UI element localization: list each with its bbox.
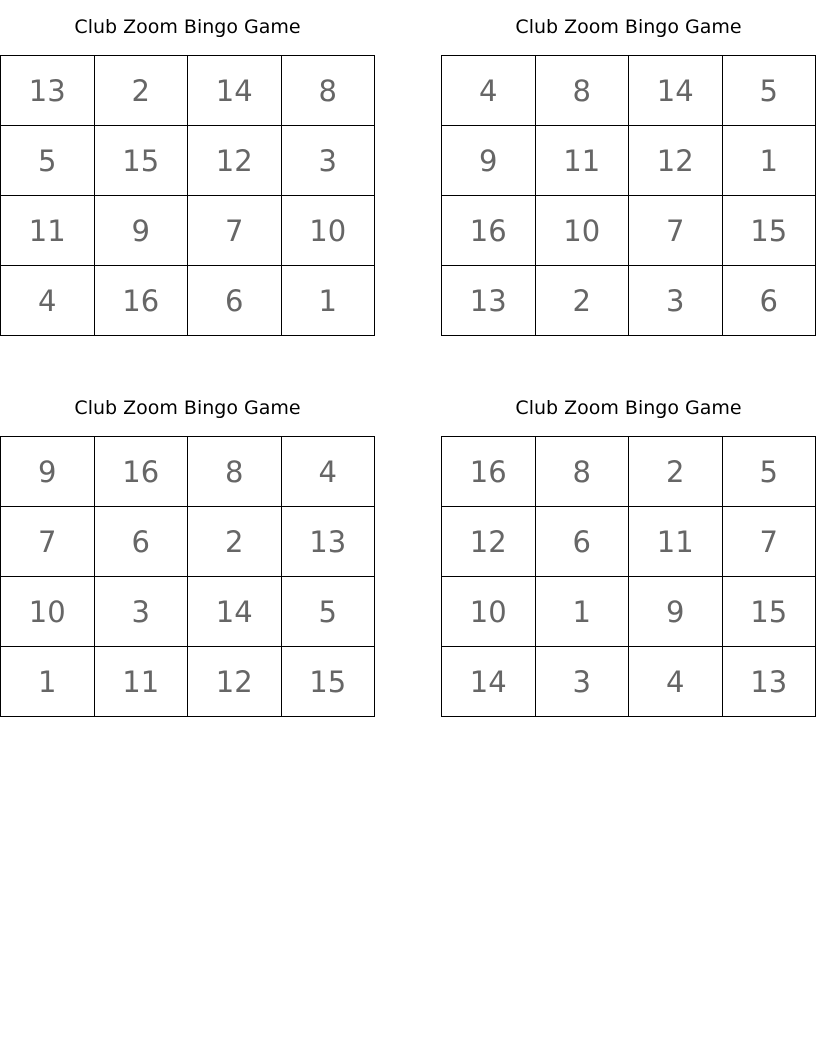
bingo-cell: 11 <box>94 647 188 717</box>
bingo-cell: 10 <box>442 577 536 647</box>
card-title: Club Zoom Bingo Game <box>74 16 301 38</box>
bingo-cell: 15 <box>281 647 375 717</box>
bingo-row <box>442 126 816 196</box>
bingo-cell: 14 <box>188 577 282 647</box>
bingo-cell: 16 <box>94 437 188 507</box>
bingo-cell: 12 <box>188 126 282 196</box>
bingo-cell: 16 <box>94 266 188 336</box>
bingo-cell: 7 <box>629 196 723 266</box>
bingo-cell: 3 <box>629 266 723 336</box>
bingo-cell: 6 <box>722 266 816 336</box>
bingo-row <box>1 56 375 126</box>
bingo-cell: 15 <box>94 126 188 196</box>
bingo-cell: 9 <box>94 196 188 266</box>
bingo-cell: 2 <box>629 437 723 507</box>
bingo-cell: 2 <box>94 56 188 126</box>
bingo-card-3 <box>0 381 375 717</box>
bingo-cell: 4 <box>1 266 95 336</box>
card-title: Club Zoom Bingo Game <box>515 16 742 38</box>
bingo-cell: 12 <box>629 126 723 196</box>
bingo-cell: 7 <box>188 196 282 266</box>
bingo-cell: 5 <box>281 577 375 647</box>
bingo-cell: 7 <box>1 507 95 577</box>
card-title: Club Zoom Bingo Game <box>515 397 742 419</box>
bingo-cell: 9 <box>629 577 723 647</box>
bingo-cell: 2 <box>535 266 629 336</box>
bingo-cell: 3 <box>94 577 188 647</box>
bingo-cell: 6 <box>188 266 282 336</box>
bingo-cell: 15 <box>722 196 816 266</box>
bingo-cell: 11 <box>1 196 95 266</box>
bingo-cell: 5 <box>722 437 816 507</box>
bingo-cell: 13 <box>1 56 95 126</box>
bingo-row <box>1 437 375 507</box>
bingo-cell: 9 <box>1 437 95 507</box>
bingo-cell: 12 <box>442 507 536 577</box>
bingo-row <box>1 577 375 647</box>
bingo-card-4 <box>441 381 816 717</box>
bingo-cell: 15 <box>722 577 816 647</box>
bingo-cell: 13 <box>281 507 375 577</box>
bingo-cell: 14 <box>442 647 536 717</box>
bingo-cell: 8 <box>535 56 629 126</box>
bingo-card-1 <box>0 0 375 336</box>
bingo-cell: 11 <box>629 507 723 577</box>
bingo-cell: 4 <box>281 437 375 507</box>
bingo-cell: 1 <box>1 647 95 717</box>
bingo-cell: 1 <box>722 126 816 196</box>
bingo-cell: 11 <box>535 126 629 196</box>
bingo-cell: 6 <box>94 507 188 577</box>
bingo-row <box>442 437 816 507</box>
bingo-row <box>1 266 375 336</box>
bingo-cell: 10 <box>281 196 375 266</box>
bingo-cell: 8 <box>281 56 375 126</box>
bingo-row <box>1 507 375 577</box>
bingo-row <box>442 577 816 647</box>
bingo-cell: 4 <box>629 647 723 717</box>
bingo-grid <box>0 55 375 336</box>
bingo-grid <box>441 436 816 717</box>
bingo-row <box>442 266 816 336</box>
bingo-cell: 3 <box>281 126 375 196</box>
bingo-cell: 14 <box>629 56 723 126</box>
bingo-row <box>442 56 816 126</box>
bingo-cell: 7 <box>722 507 816 577</box>
bingo-cell: 5 <box>722 56 816 126</box>
bingo-grid <box>441 55 816 336</box>
bingo-cell: 8 <box>535 437 629 507</box>
bingo-cell: 16 <box>442 437 536 507</box>
bingo-cell: 2 <box>188 507 282 577</box>
bingo-cell: 3 <box>535 647 629 717</box>
bingo-cell: 13 <box>722 647 816 717</box>
bingo-card-2 <box>441 0 816 336</box>
bingo-cell: 1 <box>535 577 629 647</box>
card-title: Club Zoom Bingo Game <box>74 397 301 419</box>
bingo-cell: 10 <box>535 196 629 266</box>
bingo-cell: 14 <box>188 56 282 126</box>
bingo-row <box>442 647 816 717</box>
bingo-row <box>1 647 375 717</box>
bingo-cell: 1 <box>281 266 375 336</box>
bingo-cell: 4 <box>442 56 536 126</box>
bingo-row <box>1 196 375 266</box>
bingo-cell: 16 <box>442 196 536 266</box>
bingo-cell: 13 <box>442 266 536 336</box>
bingo-cell: 12 <box>188 647 282 717</box>
bingo-cell: 5 <box>1 126 95 196</box>
bingo-row <box>1 126 375 196</box>
bingo-row <box>442 507 816 577</box>
bingo-cell: 9 <box>442 126 536 196</box>
bingo-grid <box>0 436 375 717</box>
bingo-cell: 10 <box>1 577 95 647</box>
bingo-cell: 8 <box>188 437 282 507</box>
bingo-row <box>442 196 816 266</box>
bingo-cell: 6 <box>535 507 629 577</box>
